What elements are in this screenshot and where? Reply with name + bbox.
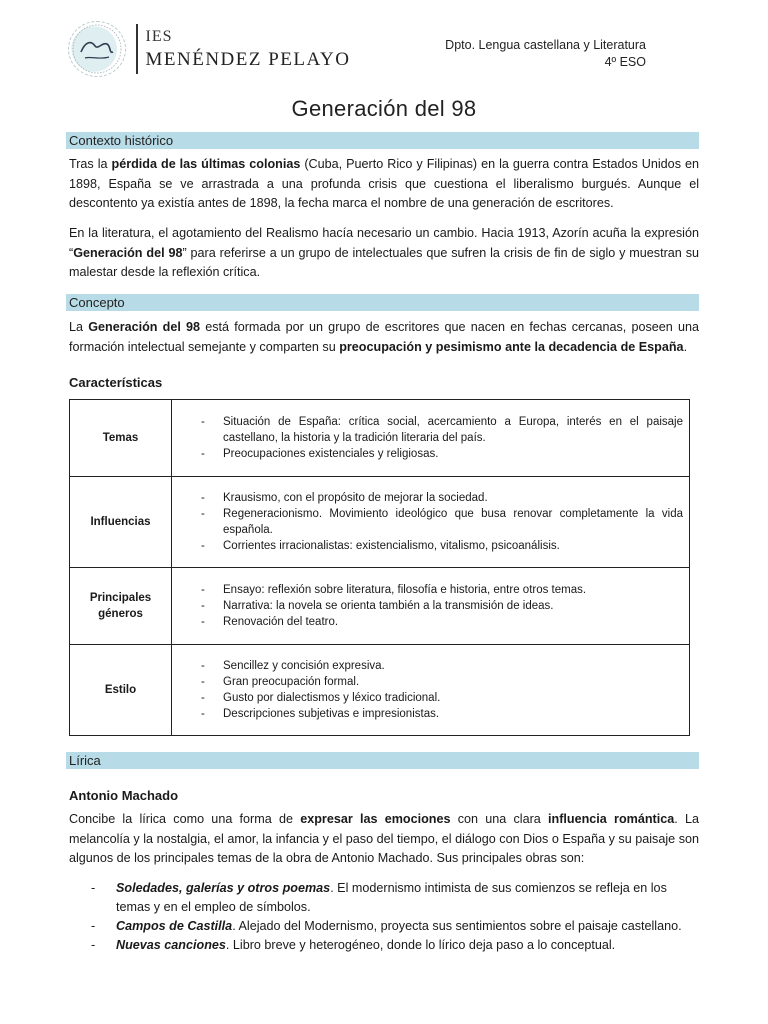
- department-name: Dpto. Lengua castellana y Literatura: [445, 38, 646, 52]
- section-heading-contexto: Contexto histórico: [66, 132, 699, 149]
- row-label-generos: Principales géneros: [70, 568, 172, 644]
- bold-text: expresar las emociones: [300, 812, 451, 826]
- table-row: [70, 477, 689, 568]
- row-content: [171, 645, 689, 735]
- department-info: [445, 37, 646, 71]
- section-heading-concepto: Concepto: [66, 294, 699, 311]
- course-level: 4º ESO: [604, 55, 646, 69]
- row-label-influencias: Influencias: [70, 477, 172, 567]
- work-title: Campos de Castilla: [116, 919, 233, 933]
- school-seal-icon: [68, 21, 126, 77]
- text: .: [683, 339, 688, 354]
- bullet-list: [171, 490, 689, 554]
- author-heading: Antonio Machado: [69, 788, 179, 803]
- works-list: [91, 879, 699, 955]
- row-content: [171, 477, 689, 567]
- row-label-temas: Temas: [70, 400, 172, 476]
- list-item: - Regeneracionismo. Movimiento ideológico que busa renovar completamente la vida española.: [201, 506, 683, 538]
- logo-text: [146, 29, 351, 69]
- concepto-paragraph: [69, 318, 699, 357]
- caracteristicas-table: [69, 399, 690, 736]
- row-content: [171, 568, 689, 644]
- contexto-paragraph-1: [69, 155, 699, 214]
- table-row: [70, 568, 689, 645]
- caracteristicas-heading: Características: [69, 375, 163, 390]
- list-item: - Narrativa: la novela se orienta también a la transmisión de ideas.: [201, 598, 683, 614]
- logo-school-name: MENÉNDEZ PELAYO: [145, 49, 351, 70]
- work-description: . Alejado del Modernismo, proyecta sus sentimientos sobre el paisaje castellano.: [232, 919, 682, 933]
- list-item: - Ensayo: reflexión sobre literatura, filosofía e historia, entre otros temas.: [201, 582, 683, 598]
- list-item: - Gusto por dialectismos y léxico tradicional.: [201, 690, 683, 706]
- logo-ies: IES: [145, 28, 173, 45]
- bold-text: influencia romántica: [548, 812, 675, 826]
- table-row: [70, 400, 689, 477]
- school-logo: [68, 22, 350, 76]
- logo-divider: [136, 24, 138, 74]
- page-title: Generación del 98: [291, 96, 477, 121]
- text: está formada por un grupo de escritores que nacen en fechas cercanas, poseen una formación intelectual semejante y comparten su: [69, 320, 699, 354]
- list-item: - Renovación del teatro.: [201, 614, 683, 630]
- work-description: . El modernismo intimista de sus comienzos se refleja en los temas y en el empleo de símbolos.: [116, 881, 667, 914]
- work-description: . Libro breve y heterogéneo, donde lo lírico deja paso a lo conceptual.: [225, 938, 616, 952]
- list-item: - Gran preocupación formal.: [201, 674, 683, 690]
- list-item: - Preocupaciones existenciales y religiosas.: [201, 446, 683, 462]
- list-item: - Descripciones subjetivas e impresionistas.: [201, 706, 683, 722]
- bullet-list: [171, 582, 689, 630]
- bold-text: Generación del 98: [88, 320, 201, 334]
- section-heading-lirica: Lírica: [66, 752, 699, 769]
- list-item: - Situación de España: crítica social, acercamiento a Europa, interés en el paisaje castellano, la historia y la tradición literaria del país.: [201, 414, 683, 446]
- text: En la literatura, el agotamiento del Realismo hacía necesario un cambio. Hacia 1913, Azorín acuña la expresión “: [69, 226, 699, 260]
- list-item: - Corrientes irracionalistas: existencialismo, vitalismo, psicoanálisis.: [201, 538, 683, 554]
- work-title: Soledades, galerías y otros poemas: [116, 881, 331, 895]
- work-title: Nuevas canciones: [116, 938, 226, 952]
- list-item: [91, 879, 699, 917]
- text: La: [69, 320, 89, 334]
- bold-text: preocupación y pesimismo ante la decadencia de España: [339, 339, 684, 354]
- table-row: [70, 645, 689, 735]
- row-label-estilo: Estilo: [70, 645, 172, 735]
- bold-text: pérdida de las últimas colonias: [111, 157, 301, 171]
- contexto-paragraph-2: [69, 224, 699, 283]
- lirica-paragraph: [69, 810, 699, 869]
- text: Tras la: [69, 157, 112, 171]
- row-content: [171, 400, 689, 476]
- bold-text: Generación del 98: [73, 245, 183, 260]
- list-item: - Krausismo, con el propósito de mejorar la sociedad.: [201, 490, 683, 506]
- bullet-list: [171, 658, 689, 722]
- seal-graphic: [69, 22, 125, 76]
- text: Concibe la lírica como una forma de: [69, 812, 301, 826]
- list-item: - Sencillez y concisión expresiva.: [201, 658, 683, 674]
- text: con una clara: [450, 812, 549, 826]
- text: (Cuba, Puerto Rico y Filipinas) en la guerra contra Estados Unidos en 1898, España se ve arrastrada a una profunda crisis que cuestiona el liberalismo burgués. Aunque el descontento ya existía antes de 1898, la fecha marca el nombre de una generación de escritores.: [69, 157, 699, 210]
- list-item: [91, 917, 699, 936]
- text: ” para referirse a un grupo de intelectuales que sufren la crisis de fin de siglo y muestran su malestar desde la reflexión crítica.: [69, 245, 699, 279]
- text: . La melancolía y la nostalgia, el amor, la infancia y el paso del tiempo, el diálogo con Dios o España y su paisaje son algunos de los principales temas de la obra de Antonio Machado. Sus principales obras son:: [69, 812, 699, 865]
- bullet-list: [171, 414, 689, 462]
- list-item: [91, 936, 699, 955]
